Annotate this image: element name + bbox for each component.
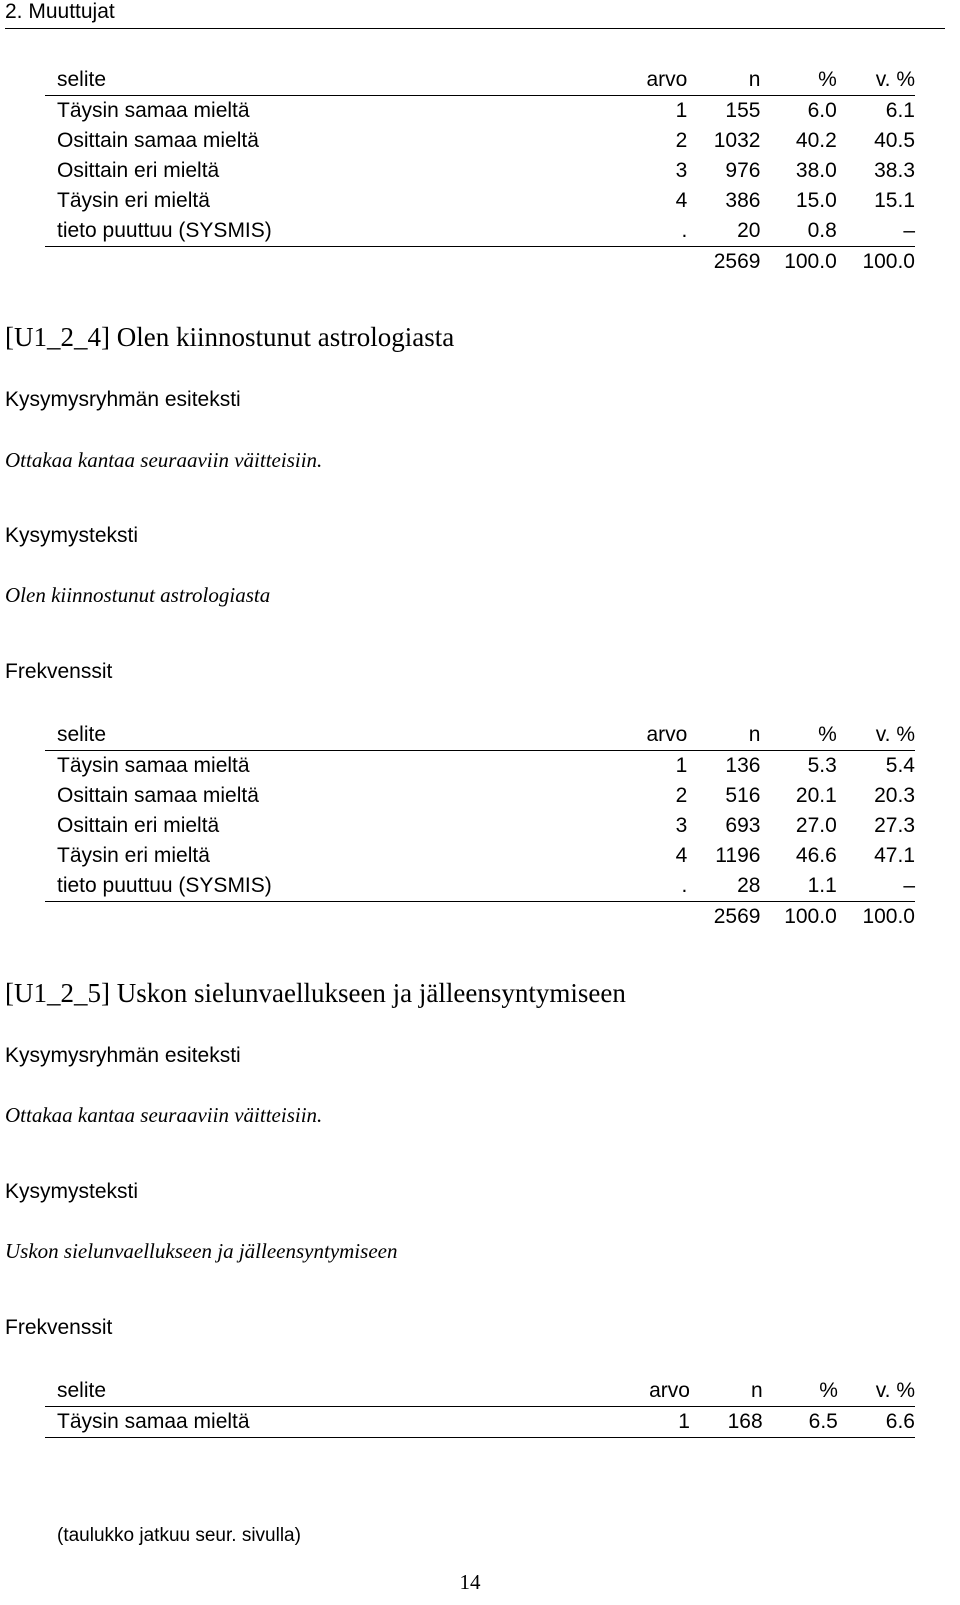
column-header-selite: selite [57, 68, 107, 91]
frequencies-heading: Frekvenssit [5, 660, 113, 683]
row-arvo: 1 [675, 754, 688, 777]
frequency-table-continued [45, 65, 915, 277]
column-header-arvo: arvo [646, 723, 688, 746]
row-label: Täysin samaa mieltä [57, 1410, 250, 1433]
total-vpct: 100.0 [862, 905, 915, 928]
row-n: 976 [725, 159, 761, 182]
row-pct: 0.8 [807, 219, 837, 242]
row-pct: 38.0 [795, 159, 837, 182]
question-heading: Kysymysteksti [5, 1180, 139, 1203]
column-header-pct: % [818, 68, 837, 91]
row-arvo: 3 [675, 814, 688, 837]
row-arvo: 3 [675, 159, 688, 182]
row-label: Täysin eri mieltä [57, 844, 210, 867]
table-header-row [45, 720, 915, 751]
group-text-heading: Kysymysryhmän esiteksti [5, 388, 241, 411]
row-n: 28 [737, 874, 761, 897]
row-pct: 1.1 [807, 874, 837, 897]
row-pct: 5.3 [807, 754, 837, 777]
section-title-u1-2-4: [U1_2_4] Olen kiinnostunut astrologiasta [5, 322, 455, 352]
row-vpct: 5.4 [885, 754, 915, 777]
table-header-row [45, 65, 915, 96]
row-arvo: 2 [675, 129, 688, 152]
table-continues-note: (taulukko jatkuu seur. sivulla) [57, 1525, 301, 1546]
row-vpct: 15.1 [874, 189, 915, 212]
row-pct: 27.0 [795, 814, 837, 837]
column-header-pct: % [818, 723, 837, 746]
row-arvo: . [681, 874, 688, 897]
column-header-n: n [748, 723, 761, 746]
column-header-arvo: arvo [646, 68, 688, 91]
table-row [45, 781, 915, 811]
row-label: Osittain samaa mieltä [57, 129, 259, 152]
page-number: 14 [459, 1570, 481, 1594]
page-header-rule [5, 28, 945, 29]
row-pct: 15.0 [795, 189, 837, 212]
row-n: 1196 [715, 844, 761, 867]
row-vpct: – [903, 219, 915, 242]
row-n: 155 [725, 99, 761, 122]
column-header-selite: selite [57, 1379, 107, 1402]
group-text: Ottakaa kantaa seuraaviin väitteisiin. [5, 448, 323, 472]
column-header-vpct: v. % [875, 68, 915, 91]
row-label: tieto puuttuu (SYSMIS) [57, 219, 272, 242]
frequency-table-u1-2-5 [45, 1376, 915, 1438]
row-arvo: 2 [675, 784, 688, 807]
row-vpct: 38.3 [874, 159, 915, 182]
question-text: Olen kiinnostunut astrologiasta [5, 583, 271, 607]
table-total-row [45, 902, 915, 933]
row-n: 386 [725, 189, 761, 212]
column-header-n: n [750, 1379, 763, 1402]
row-pct: 6.0 [807, 99, 837, 122]
section-title-u1-2-5: [U1_2_5] Uskon sielunvaellukseen ja jälleensyntymiseen [5, 978, 626, 1008]
row-vpct: – [903, 874, 915, 897]
table-header-row [45, 1376, 915, 1407]
row-arvo: 1 [678, 1410, 690, 1433]
frequency-table-u1-2-4 [45, 720, 915, 932]
table-row [45, 751, 915, 782]
row-label: Täysin eri mieltä [57, 189, 210, 212]
row-pct: 40.2 [795, 129, 837, 152]
page-header-title: 2. Muuttujat [5, 0, 115, 23]
row-label: Osittain eri mieltä [57, 814, 220, 837]
table-row [45, 811, 915, 841]
row-vpct: 6.6 [885, 1410, 915, 1433]
row-arvo: 1 [675, 99, 688, 122]
total-pct: 100.0 [784, 250, 837, 273]
row-vpct: 27.3 [874, 814, 915, 837]
question-heading: Kysymysteksti [5, 524, 139, 547]
row-label: Osittain eri mieltä [57, 159, 220, 182]
table-row [45, 156, 915, 186]
row-n: 693 [725, 814, 761, 837]
total-vpct: 100.0 [862, 250, 915, 273]
row-vpct: 6.1 [885, 99, 915, 122]
column-header-arvo: arvo [649, 1379, 690, 1402]
row-label: Täysin samaa mieltä [57, 99, 250, 122]
row-vpct: 20.3 [874, 784, 915, 807]
row-n: 20 [737, 219, 761, 242]
row-vpct: 40.5 [874, 129, 915, 152]
row-n: 1032 [713, 129, 761, 152]
table-row [45, 186, 915, 216]
table-row [45, 96, 915, 127]
total-pct: 100.0 [784, 905, 837, 928]
table-row [45, 841, 915, 871]
frequencies-heading: Frekvenssit [5, 1316, 113, 1339]
group-text: Ottakaa kantaa seuraaviin väitteisiin. [5, 1103, 323, 1127]
group-text-heading: Kysymysryhmän esiteksti [5, 1044, 241, 1067]
row-arvo: 4 [675, 189, 688, 212]
row-arvo: . [681, 219, 688, 242]
row-n: 516 [725, 784, 761, 807]
column-header-selite: selite [57, 723, 107, 746]
table-row [45, 871, 915, 902]
row-label: Osittain samaa mieltä [57, 784, 259, 807]
row-pct: 6.5 [808, 1410, 838, 1433]
table-row [45, 216, 915, 247]
row-n: 168 [727, 1410, 763, 1433]
row-pct: 20.1 [795, 784, 837, 807]
column-header-vpct: v. % [875, 723, 915, 746]
column-header-pct: % [819, 1379, 838, 1402]
row-label: tieto puuttuu (SYSMIS) [57, 874, 272, 897]
table-row [45, 126, 915, 156]
row-pct: 46.6 [795, 844, 837, 867]
column-header-n: n [748, 68, 761, 91]
total-n: 2569 [713, 250, 761, 273]
column-header-vpct: v. % [875, 1379, 915, 1402]
total-n: 2569 [713, 905, 761, 928]
row-arvo: 4 [675, 844, 688, 867]
table-row [45, 1407, 915, 1438]
row-label: Täysin samaa mieltä [57, 754, 250, 777]
table-total-row [45, 247, 915, 278]
row-n: 136 [725, 754, 761, 777]
row-vpct: 47.1 [874, 844, 915, 867]
question-text: Uskon sielunvaellukseen ja jälleensyntymiseen [5, 1239, 398, 1263]
